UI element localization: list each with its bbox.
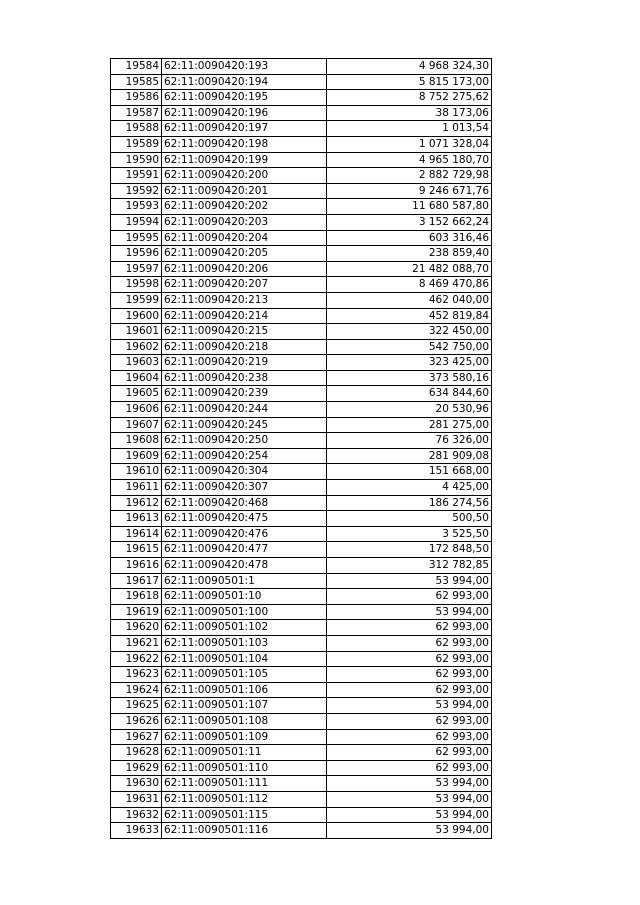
row-number-cell: 19633: [111, 823, 162, 839]
table-row: [111, 277, 492, 293]
value-cell: 38 173,06: [327, 105, 492, 121]
value-cell: 8 752 275,62: [327, 90, 492, 106]
row-number-cell: 19602: [111, 339, 162, 355]
table-row: [111, 542, 492, 558]
table-row: [111, 480, 492, 496]
cadastral-number-cell: 62:11:0090501:111: [162, 776, 327, 792]
row-number-cell: 19617: [111, 573, 162, 589]
row-number-cell: 19585: [111, 74, 162, 90]
row-number-cell: 19593: [111, 199, 162, 215]
value-cell: 62 993,00: [327, 760, 492, 776]
value-cell: 634 844,60: [327, 386, 492, 402]
row-number-cell: 19613: [111, 511, 162, 527]
table-row: [111, 682, 492, 698]
value-cell: 281 275,00: [327, 417, 492, 433]
cadastral-number-cell: 62:11:0090420:218: [162, 339, 327, 355]
value-cell: 62 993,00: [327, 713, 492, 729]
row-number-cell: 19584: [111, 59, 162, 75]
table-row: [111, 807, 492, 823]
table-row: [111, 745, 492, 761]
cadastral-number-cell: 62:11:0090501:10: [162, 589, 327, 605]
row-number-cell: 19601: [111, 324, 162, 340]
table-row: [111, 230, 492, 246]
value-cell: 323 425,00: [327, 355, 492, 371]
value-cell: 3 525,50: [327, 526, 492, 542]
table-row: [111, 59, 492, 75]
cadastral-number-cell: 62:11:0090420:213: [162, 292, 327, 308]
table-row: [111, 791, 492, 807]
table-row: [111, 433, 492, 449]
row-number-cell: 19592: [111, 183, 162, 199]
row-number-cell: 19619: [111, 604, 162, 620]
table-row: [111, 386, 492, 402]
value-cell: 373 580,16: [327, 370, 492, 386]
value-cell: 5 815 173,00: [327, 74, 492, 90]
value-cell: 62 993,00: [327, 620, 492, 636]
cadastral-number-cell: 62:11:0090420:196: [162, 105, 327, 121]
row-number-cell: 19591: [111, 168, 162, 184]
table-row: [111, 651, 492, 667]
value-cell: 62 993,00: [327, 651, 492, 667]
value-cell: 53 994,00: [327, 776, 492, 792]
table-row: [111, 136, 492, 152]
table-row: [111, 526, 492, 542]
row-number-cell: 19605: [111, 386, 162, 402]
row-number-cell: 19586: [111, 90, 162, 106]
table-row: [111, 511, 492, 527]
value-cell: 452 819,84: [327, 308, 492, 324]
cadastral-number-cell: 62:11:0090501:112: [162, 791, 327, 807]
row-number-cell: 19603: [111, 355, 162, 371]
row-number-cell: 19630: [111, 776, 162, 792]
row-number-cell: 19604: [111, 370, 162, 386]
row-number-cell: 19595: [111, 230, 162, 246]
table-row: [111, 402, 492, 418]
row-number-cell: 19609: [111, 448, 162, 464]
row-number-cell: 19631: [111, 791, 162, 807]
row-number-cell: 19589: [111, 136, 162, 152]
cadastral-number-cell: 62:11:0090420:193: [162, 59, 327, 75]
row-number-cell: 19628: [111, 745, 162, 761]
row-number-cell: 19612: [111, 495, 162, 511]
table-row: [111, 573, 492, 589]
value-cell: 62 993,00: [327, 745, 492, 761]
table-row: [111, 417, 492, 433]
value-cell: 2 882 729,98: [327, 168, 492, 184]
table-row: [111, 292, 492, 308]
row-number-cell: 19610: [111, 464, 162, 480]
cadastral-number-cell: 62:11:0090501:105: [162, 667, 327, 683]
value-cell: 11 680 587,80: [327, 199, 492, 215]
cadastral-number-cell: 62:11:0090420:476: [162, 526, 327, 542]
value-cell: 1 013,54: [327, 121, 492, 137]
table-row: [111, 635, 492, 651]
cadastral-number-cell: 62:11:0090501:109: [162, 729, 327, 745]
row-number-cell: 19620: [111, 620, 162, 636]
value-cell: 603 316,46: [327, 230, 492, 246]
cadastral-number-cell: 62:11:0090420:200: [162, 168, 327, 184]
row-number-cell: 19622: [111, 651, 162, 667]
table-row: [111, 90, 492, 106]
table-row: [111, 152, 492, 168]
value-cell: 4 968 324,30: [327, 59, 492, 75]
table-row: [111, 698, 492, 714]
table-row: [111, 246, 492, 262]
cadastral-number-cell: 62:11:0090420:206: [162, 261, 327, 277]
cadastral-number-cell: 62:11:0090420:244: [162, 402, 327, 418]
cadastral-number-cell: 62:11:0090501:103: [162, 635, 327, 651]
cadastral-number-cell: 62:11:0090420:468: [162, 495, 327, 511]
table-row: [111, 713, 492, 729]
row-number-cell: 19597: [111, 261, 162, 277]
value-cell: 281 909,08: [327, 448, 492, 464]
value-cell: 1 071 328,04: [327, 136, 492, 152]
row-number-cell: 19590: [111, 152, 162, 168]
row-number-cell: 19615: [111, 542, 162, 558]
value-cell: 462 040,00: [327, 292, 492, 308]
value-cell: 62 993,00: [327, 589, 492, 605]
value-cell: 238 859,40: [327, 246, 492, 262]
table-row: [111, 495, 492, 511]
row-number-cell: 19587: [111, 105, 162, 121]
row-number-cell: 19608: [111, 433, 162, 449]
table-row: [111, 261, 492, 277]
cadastral-number-cell: 62:11:0090420:199: [162, 152, 327, 168]
value-cell: 9 246 671,76: [327, 183, 492, 199]
table-row: [111, 667, 492, 683]
value-cell: 62 993,00: [327, 729, 492, 745]
value-cell: 542 750,00: [327, 339, 492, 355]
cadastral-number-cell: 62:11:0090420:201: [162, 183, 327, 199]
table-row: [111, 604, 492, 620]
cadastral-number-cell: 62:11:0090420:215: [162, 324, 327, 340]
table-row: [111, 558, 492, 574]
value-cell: 53 994,00: [327, 573, 492, 589]
value-cell: 53 994,00: [327, 791, 492, 807]
value-cell: 3 152 662,24: [327, 214, 492, 230]
row-number-cell: 19624: [111, 682, 162, 698]
value-cell: 53 994,00: [327, 823, 492, 839]
value-cell: 20 530,96: [327, 402, 492, 418]
table-row: [111, 105, 492, 121]
value-cell: 186 274,56: [327, 495, 492, 511]
registry-table: [110, 58, 492, 839]
cadastral-number-cell: 62:11:0090420:207: [162, 277, 327, 293]
row-number-cell: 19623: [111, 667, 162, 683]
row-number-cell: 19600: [111, 308, 162, 324]
value-cell: 62 993,00: [327, 635, 492, 651]
cadastral-number-cell: 62:11:0090420:245: [162, 417, 327, 433]
cadastral-number-cell: 62:11:0090420:198: [162, 136, 327, 152]
cadastral-number-cell: 62:11:0090501:115: [162, 807, 327, 823]
row-number-cell: 19611: [111, 480, 162, 496]
cadastral-number-cell: 62:11:0090420:195: [162, 90, 327, 106]
cadastral-number-cell: 62:11:0090420:478: [162, 558, 327, 574]
cadastral-number-cell: 62:11:0090420:250: [162, 433, 327, 449]
value-cell: 4 965 180,70: [327, 152, 492, 168]
table-row: [111, 760, 492, 776]
cadastral-number-cell: 62:11:0090501:100: [162, 604, 327, 620]
row-number-cell: 19588: [111, 121, 162, 137]
row-number-cell: 19599: [111, 292, 162, 308]
row-number-cell: 19607: [111, 417, 162, 433]
table-row: [111, 464, 492, 480]
value-cell: 53 994,00: [327, 604, 492, 620]
value-cell: 76 326,00: [327, 433, 492, 449]
row-number-cell: 19598: [111, 277, 162, 293]
cadastral-number-cell: 62:11:0090501:102: [162, 620, 327, 636]
table-row: [111, 121, 492, 137]
table-row: [111, 448, 492, 464]
table-row: [111, 370, 492, 386]
row-number-cell: 19614: [111, 526, 162, 542]
table-row: [111, 199, 492, 215]
table-row: [111, 308, 492, 324]
table-row: [111, 183, 492, 199]
row-number-cell: 19596: [111, 246, 162, 262]
row-number-cell: 19594: [111, 214, 162, 230]
value-cell: 53 994,00: [327, 807, 492, 823]
cadastral-number-cell: 62:11:0090501:110: [162, 760, 327, 776]
table-row: [111, 324, 492, 340]
row-number-cell: 19606: [111, 402, 162, 418]
cadastral-number-cell: 62:11:0090501:116: [162, 823, 327, 839]
value-cell: 500,50: [327, 511, 492, 527]
table-row: [111, 214, 492, 230]
cadastral-number-cell: 62:11:0090501:107: [162, 698, 327, 714]
value-cell: 8 469 470,86: [327, 277, 492, 293]
row-number-cell: 19618: [111, 589, 162, 605]
table-row: [111, 823, 492, 839]
table-row: [111, 355, 492, 371]
table-row: [111, 339, 492, 355]
value-cell: 322 450,00: [327, 324, 492, 340]
value-cell: 21 482 088,70: [327, 261, 492, 277]
row-number-cell: 19621: [111, 635, 162, 651]
row-number-cell: 19626: [111, 713, 162, 729]
cadastral-number-cell: 62:11:0090420:254: [162, 448, 327, 464]
cadastral-number-cell: 62:11:0090420:205: [162, 246, 327, 262]
row-number-cell: 19632: [111, 807, 162, 823]
value-cell: 53 994,00: [327, 698, 492, 714]
value-cell: 4 425,00: [327, 480, 492, 496]
value-cell: 151 668,00: [327, 464, 492, 480]
cadastral-number-cell: 62:11:0090501:1: [162, 573, 327, 589]
cadastral-number-cell: 62:11:0090420:219: [162, 355, 327, 371]
row-number-cell: 19629: [111, 760, 162, 776]
registry-table-body: [111, 59, 492, 839]
cadastral-number-cell: 62:11:0090420:239: [162, 386, 327, 402]
table-row: [111, 729, 492, 745]
cadastral-number-cell: 62:11:0090501:106: [162, 682, 327, 698]
table-row: [111, 589, 492, 605]
cadastral-number-cell: 62:11:0090420:204: [162, 230, 327, 246]
table-row: [111, 620, 492, 636]
cadastral-number-cell: 62:11:0090420:304: [162, 464, 327, 480]
cadastral-number-cell: 62:11:0090501:108: [162, 713, 327, 729]
value-cell: 172 848,50: [327, 542, 492, 558]
row-number-cell: 19627: [111, 729, 162, 745]
cadastral-number-cell: 62:11:0090420:203: [162, 214, 327, 230]
table-row: [111, 776, 492, 792]
table-row: [111, 168, 492, 184]
row-number-cell: 19616: [111, 558, 162, 574]
row-number-cell: 19625: [111, 698, 162, 714]
cadastral-number-cell: 62:11:0090420:477: [162, 542, 327, 558]
cadastral-number-cell: 62:11:0090501:11: [162, 745, 327, 761]
cadastral-number-cell: 62:11:0090501:104: [162, 651, 327, 667]
cadastral-number-cell: 62:11:0090420:307: [162, 480, 327, 496]
cadastral-number-cell: 62:11:0090420:238: [162, 370, 327, 386]
cadastral-number-cell: 62:11:0090420:475: [162, 511, 327, 527]
value-cell: 62 993,00: [327, 682, 492, 698]
value-cell: 312 782,85: [327, 558, 492, 574]
value-cell: 62 993,00: [327, 667, 492, 683]
cadastral-number-cell: 62:11:0090420:197: [162, 121, 327, 137]
cadastral-number-cell: 62:11:0090420:194: [162, 74, 327, 90]
table-row: [111, 74, 492, 90]
cadastral-number-cell: 62:11:0090420:214: [162, 308, 327, 324]
cadastral-number-cell: 62:11:0090420:202: [162, 199, 327, 215]
